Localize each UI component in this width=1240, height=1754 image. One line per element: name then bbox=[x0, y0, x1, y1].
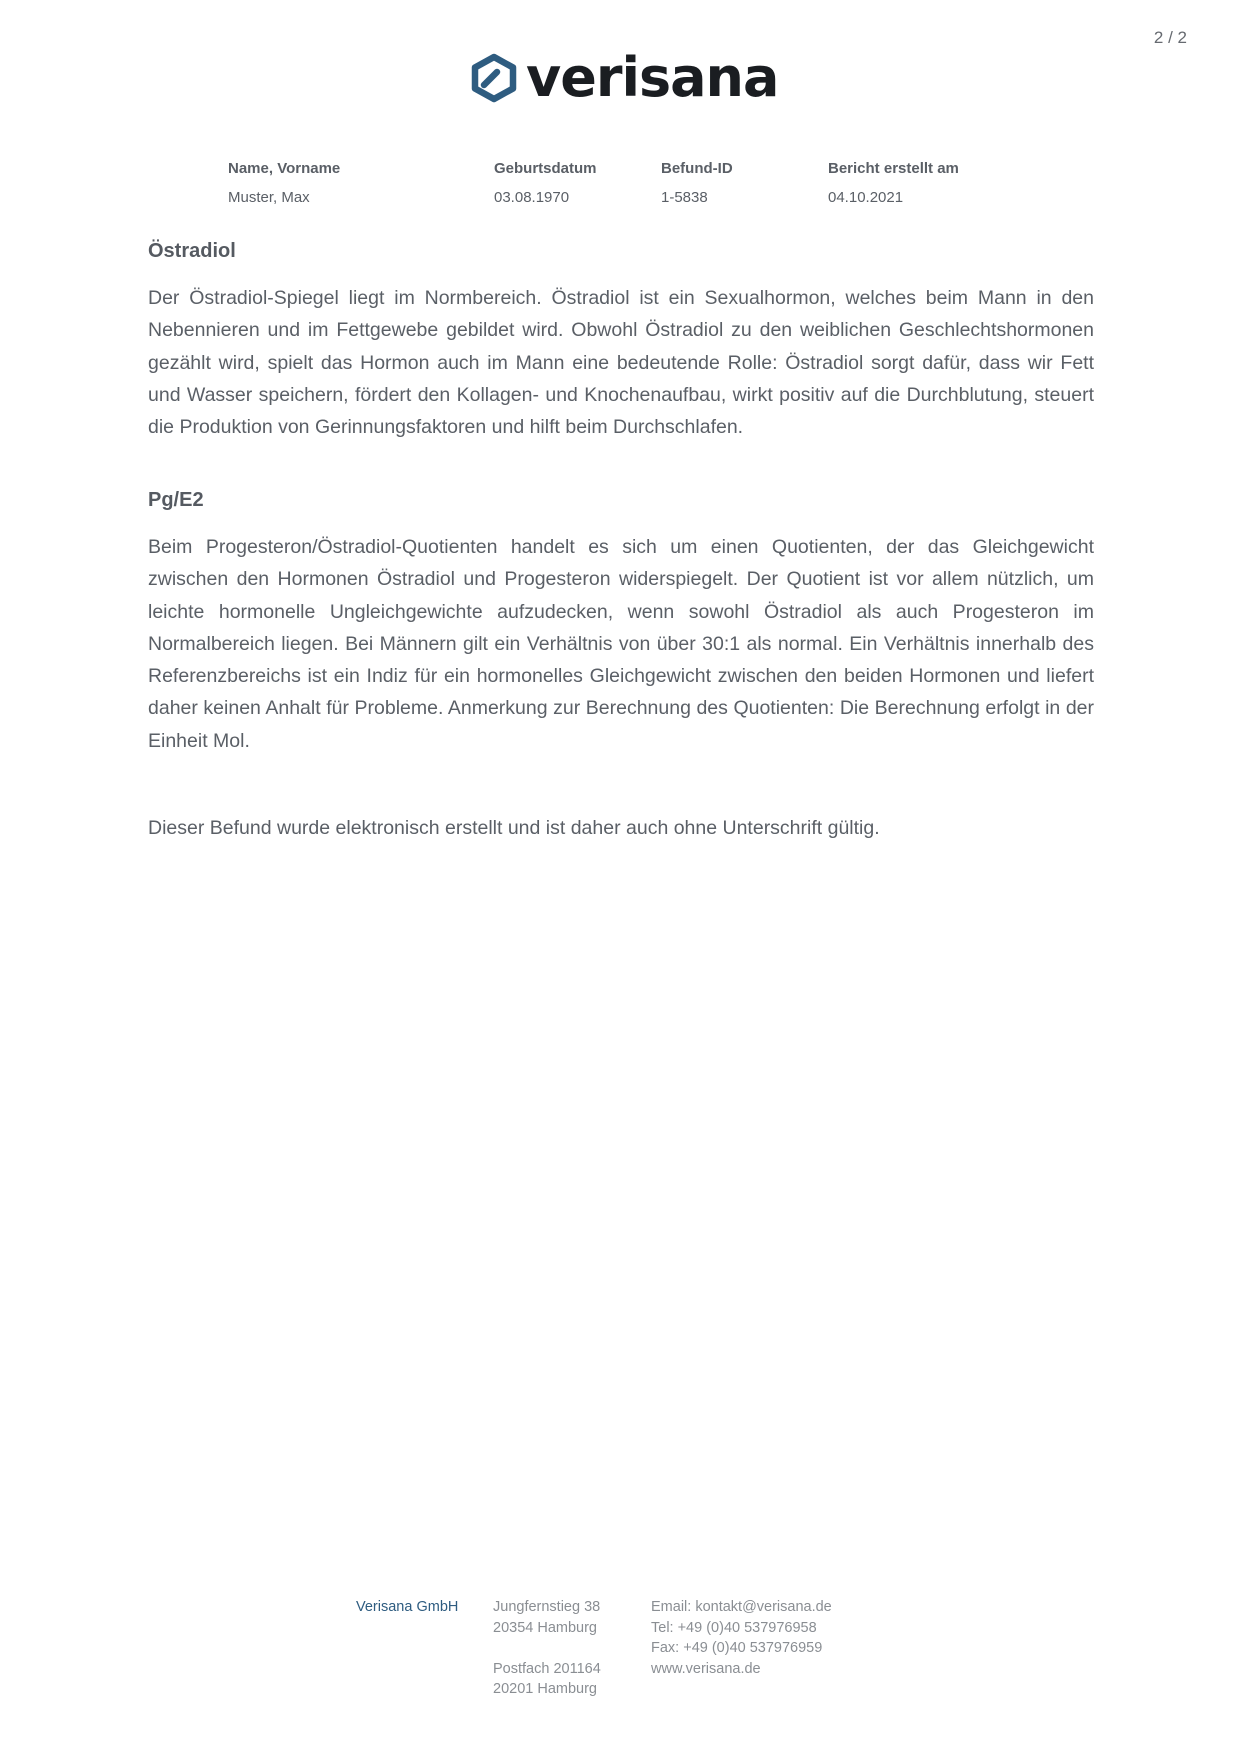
befund-id-column bbox=[661, 160, 733, 206]
befund-id-label: Befund-ID bbox=[661, 160, 733, 177]
footer-address-line2: 20354 Hamburg bbox=[493, 1619, 597, 1636]
befund-id-value: 1-5838 bbox=[661, 189, 708, 206]
footer-website[interactable]: www.verisana.de bbox=[651, 1660, 761, 1677]
report-date-column bbox=[828, 160, 959, 206]
footer-tel: Tel: +49 (0)40 537976958 bbox=[651, 1619, 817, 1636]
section-text-pg-e2: Beim Progesteron/Östradiol-Quotienten handelt es sich um einen Quotienten, der das Gleichgewicht zwischen den Hormonen Östradiol und Progesteron widerspiegelt. Der Quotient ist vor allem nützlich, um leichte hormonelle Ungleichgewichte aufzudecken, wenn sowohl Östradiol als auch Progesteron im Normalbereich liegen. Bei Männern gilt ein Verhältnis von über 30:1 als normal. Ein Verhältnis innerhalb des Referenzbereichs ist ein Indiz für ein hormonelles Gleichgewicht zwischen den beiden Hormonen und liefert daher keinen Anhalt für Probleme. Anmerkung zur Berechnung des Quotienten: Die Berechnung erfolgt in der Einheit Mol. bbox=[148, 536, 1094, 752]
section-title-oestradiol: Östradiol bbox=[148, 240, 236, 262]
footer-postbox-line1: Postfach 201164 bbox=[493, 1660, 601, 1677]
footer-email[interactable]: Email: kontakt@verisana.de bbox=[651, 1599, 832, 1615]
footer-postbox-line2: 20201 Hamburg bbox=[493, 1681, 597, 1697]
section-title-pg-e2: Pg/E2 bbox=[148, 489, 204, 511]
dob-label: Geburtsdatum bbox=[494, 160, 597, 177]
section-text-oestradiol: Der Östradiol-Spiegel liegt im Normbereich. Östradiol ist ein Sexualhormon, welches beim Mann in den Nebennieren und im Fettgewebe gebildet wird. Obwohl Östradiol zu den weiblichen Geschlechtshormonen gezählt wird, spielt das Hormon auch im Mann eine bedeutende Rolle: Östradiol sorgt dafür, dass wir Fett und Wasser speichern, fördert den Kollagen- und Knochenaufbau, wirkt positiv auf die Durchblutung, steuert die Produktion von Gerinnungsfaktoren und hilft beim Durchschlafen. bbox=[148, 287, 1094, 439]
brand-name: verisana bbox=[526, 46, 779, 109]
footer-address-line1: Jungfernstieg 38 bbox=[493, 1599, 601, 1615]
dob-value: 03.08.1970 bbox=[494, 189, 570, 206]
name-label: Name, Vorname bbox=[228, 160, 341, 177]
hexagon-logo-icon bbox=[468, 52, 520, 104]
report-date-value: 04.10.2021 bbox=[828, 189, 904, 206]
dob-column bbox=[494, 160, 597, 206]
disclaimer: Dieser Befund wurde elektronisch erstellt und ist daher auch ohne Unterschrift gültig. bbox=[148, 817, 880, 839]
report-date-label: Bericht erstellt am bbox=[828, 160, 959, 177]
footer-contact bbox=[651, 1597, 832, 1679]
footer-fax: Fax: +49 (0)40 537976959 bbox=[651, 1640, 823, 1656]
name-value: Muster, Max bbox=[228, 189, 310, 206]
name-column bbox=[228, 160, 340, 206]
footer-company: Verisana GmbH bbox=[356, 1599, 459, 1615]
brand-logo bbox=[468, 48, 778, 108]
footer-address bbox=[493, 1597, 601, 1700]
page-number: 2 / 2 bbox=[1153, 28, 1187, 47]
